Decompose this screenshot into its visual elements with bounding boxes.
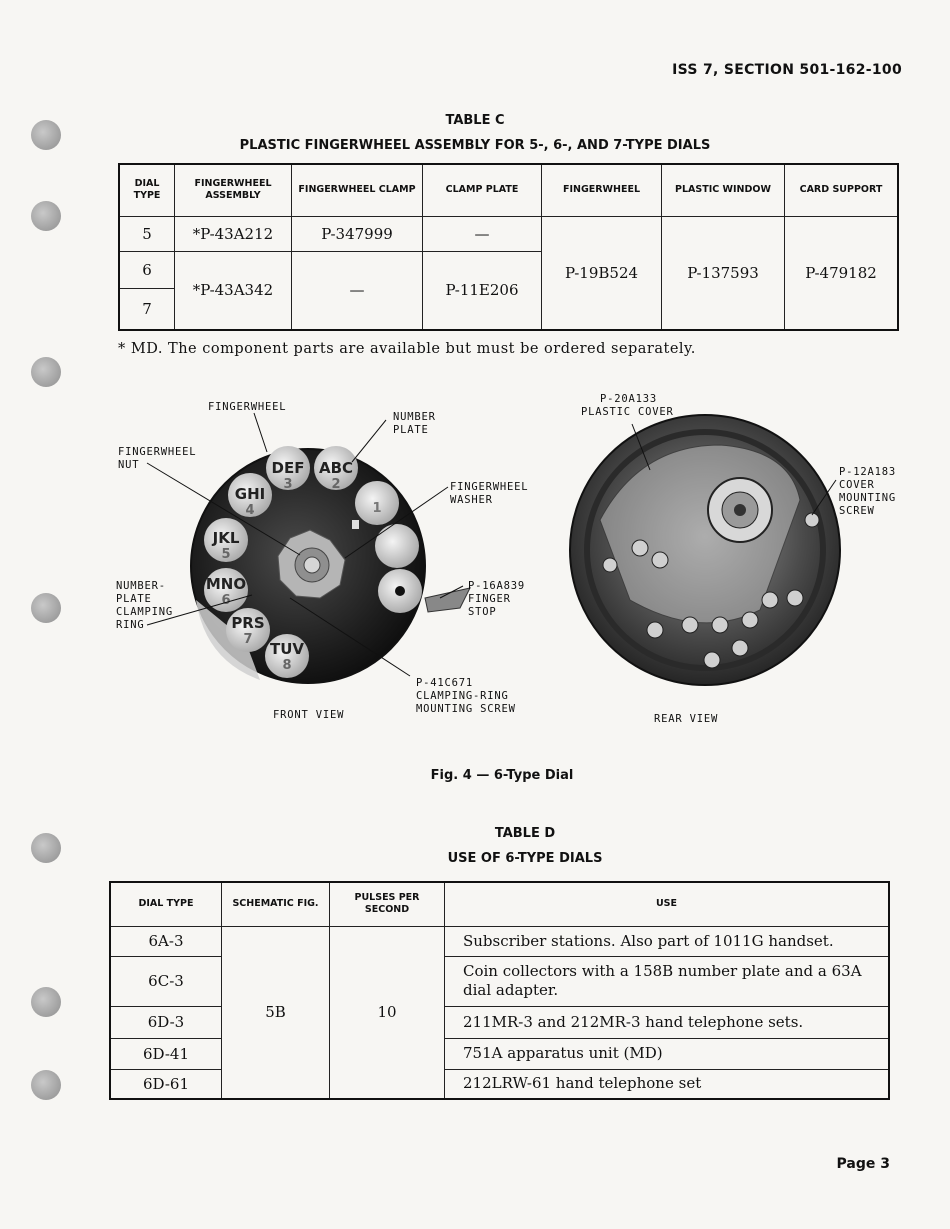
dial-digit: 2	[331, 477, 341, 492]
cell-dial-type: 6C-3	[110, 956, 222, 1006]
figure-caption: Fig. 4 — 6-Type Dial	[430, 768, 574, 783]
col-clamp-plate: CLAMP PLATE	[423, 164, 542, 216]
dial-digit: 4	[245, 503, 255, 518]
cell-dial-type: 6	[119, 251, 175, 288]
dial-digit: 1	[372, 501, 382, 516]
table-d-label: TABLE D	[494, 826, 556, 841]
col-pulses: PULSES PER SECOND	[330, 882, 445, 926]
cell-clamp-plate: —	[423, 216, 542, 251]
cell-dial-type: 6D-61	[110, 1069, 222, 1099]
page-number: Page 3	[836, 1156, 890, 1172]
cell-use: 212LRW-61 hand telephone set	[445, 1069, 890, 1099]
table-d-title: USE OF 6-TYPE DIALS	[447, 851, 603, 866]
dial-letters: TUV	[269, 640, 305, 658]
finger-hole	[375, 524, 419, 568]
cell-dial-type: 6A-3	[110, 926, 222, 956]
table-c-footnote: * MD. The component parts are available but must be ordered separately.	[118, 341, 696, 357]
col-card-support: CARD SUPPORT	[785, 164, 899, 216]
table-row	[110, 926, 889, 956]
dial-letters: ABC	[318, 459, 354, 477]
finger-stop	[425, 588, 470, 612]
label-plastic-cover-part: P-20A133	[600, 393, 657, 405]
col-fingerwheel-assembly: FINGERWHEEL ASSEMBLY	[175, 164, 292, 216]
label-fingerwheel: FINGERWHEEL	[208, 401, 287, 413]
cell-dial-type: 6D-3	[110, 1006, 222, 1038]
dial-letters: MNO	[205, 575, 247, 593]
col-dial-type: DIAL TYPE	[119, 164, 175, 216]
cell-schematic: 5B	[222, 926, 330, 1099]
rear-view-dial	[570, 415, 840, 685]
cell-assembly: *P-43A212	[175, 216, 292, 251]
cell-clamp-plate: P-11E206	[423, 251, 542, 330]
cell-dial-type: 6D-41	[110, 1038, 222, 1069]
dial-letters: DEF	[271, 459, 305, 477]
cell-card-support: P-479182	[785, 216, 899, 330]
label-plastic-cover: PLASTIC COVER	[581, 406, 674, 418]
cell-clamp: P-347999	[292, 216, 423, 251]
label-clamping-ring: NUMBER- PLATE CLAMPING RING	[116, 580, 173, 631]
col-dial-type: DIAL TYPE	[110, 882, 222, 926]
col-fingerwheel: FINGERWHEEL	[542, 164, 662, 216]
dial-letters: GHI	[234, 485, 266, 503]
label-mounting-screw: P-41C671 CLAMPING-RING MOUNTING SCREW	[416, 677, 516, 715]
cell-use: 211MR-3 and 212MR-3 hand telephone sets.	[445, 1006, 890, 1038]
col-fingerwheel-clamp: FINGERWHEEL CLAMP	[292, 164, 423, 216]
cell-assembly: *P-43A342	[175, 251, 292, 330]
col-use: USE	[445, 882, 890, 926]
label-fingerwheel-nut: FINGERWHEEL NUT	[118, 446, 197, 471]
col-plastic-window: PLASTIC WINDOW	[662, 164, 785, 216]
dial-digit: 6	[221, 593, 231, 608]
cell-use: Subscriber stations. Also part of 1011G handset.	[445, 926, 890, 956]
table-d	[109, 881, 890, 1100]
dial-digit: 3	[283, 477, 293, 492]
col-schematic: SCHEMATIC FIG.	[222, 882, 330, 926]
table-c-label: TABLE C	[445, 113, 505, 128]
cell-plastic-window: P-137593	[662, 216, 785, 330]
cell-use: Coin collectors with a 158B number plate and a 63A dial adapter.	[445, 956, 890, 1006]
cell-use: 751A apparatus unit (MD)	[445, 1038, 890, 1069]
cell-clamp: —	[292, 251, 423, 330]
label-fingerwheel-washer: FINGERWHEEL WASHER	[450, 481, 529, 506]
table-c-title: PLASTIC FINGERWHEEL ASSEMBLY FOR 5-, 6-, AND 7-TYPE DIALS	[239, 138, 711, 153]
dial-digit: 5	[221, 547, 231, 562]
section-header: ISS 7, SECTION 501-162-100	[672, 62, 902, 78]
label-number-plate: NUMBER PLATE	[393, 411, 436, 436]
cell-pulses: 10	[330, 926, 445, 1099]
cell-fingerwheel: P-19B524	[542, 216, 662, 330]
label-front-view: FRONT VIEW	[273, 709, 345, 721]
cell-dial-type: 5	[119, 216, 175, 251]
label-cover-screw: P-12A183 COVER MOUNTING SCREW	[839, 466, 896, 517]
cell-dial-type: 7	[119, 288, 175, 330]
dial-digit: 8	[282, 658, 292, 673]
label-rear-view: REAR VIEW	[654, 713, 719, 725]
dial-letters: JKL	[212, 529, 240, 547]
dial-letters: PRS	[231, 614, 265, 632]
label-finger-stop: P-16A839 FINGER STOP	[468, 580, 525, 618]
dial-digit: 7	[243, 632, 253, 647]
